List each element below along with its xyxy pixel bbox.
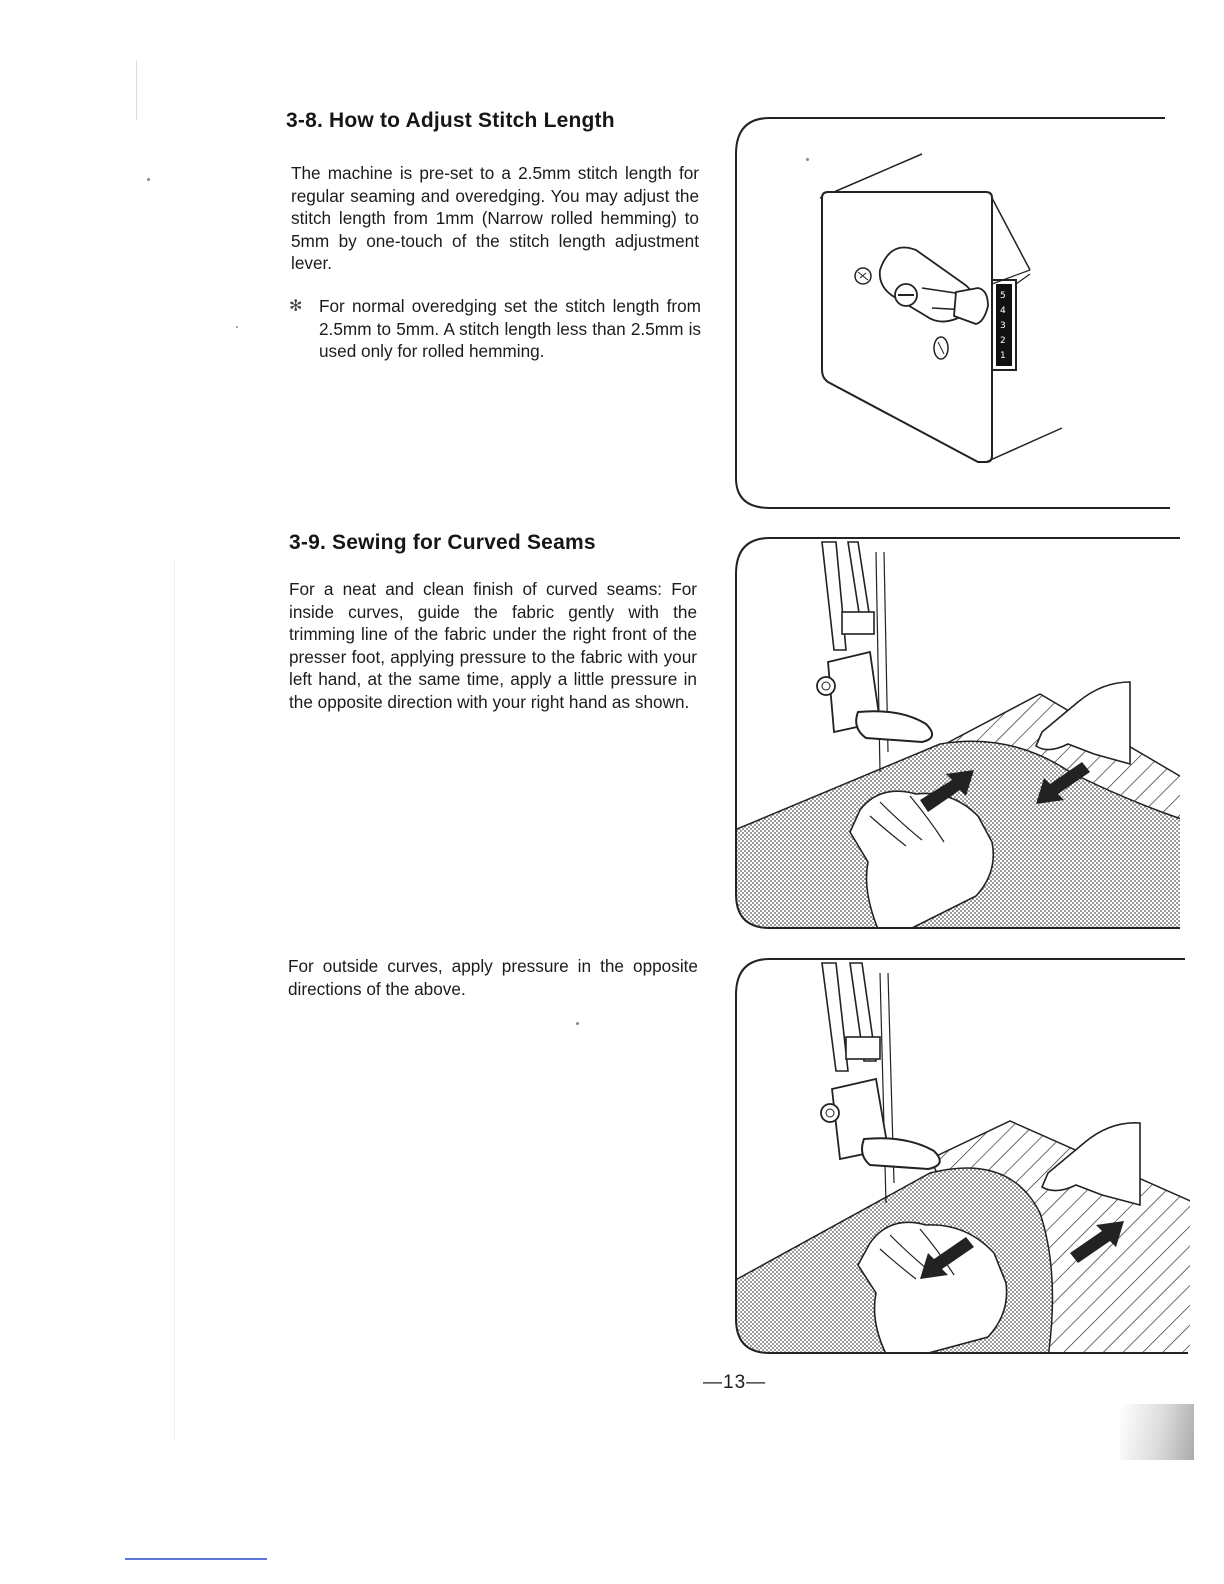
- scan-speck: [236, 326, 238, 328]
- section-3-8-note: [289, 295, 701, 363]
- scan-edge-line: [136, 60, 137, 120]
- outside-curves-figure: [730, 953, 1195, 1358]
- thumbscrew-icon: [817, 677, 835, 695]
- scan-speck: [147, 178, 150, 181]
- dial-label: 1: [1000, 351, 1006, 361]
- section-3-8-title: 3-8. How to Adjust Stitch Length: [286, 109, 615, 132]
- note-text: For normal overedging set the stitch length from 2.5mm to 5mm. A stitch length less than 2.5mm is used only for rolled hemming.: [319, 296, 701, 361]
- scan-artifact: [1120, 1404, 1194, 1460]
- dial-label: 4: [1000, 306, 1006, 316]
- scan-edge-rule: [125, 1558, 267, 1560]
- section-3-9-title: 3-9. Sewing for Curved Seams: [289, 531, 596, 554]
- outside-curves-paragraph: For outside curves, apply pressure in the opposite directions of the above.: [288, 956, 698, 999]
- section-3-8-paragraph: The machine is pre-set to a 2.5mm stitch length for regular seaming and overedging. You may adjust the stitch length from 1mm (Narrow rolled hemming) to 5mm by one-touch of the stitch length adjustment lever.: [291, 163, 699, 273]
- inside-curves-paragraph: For a neat and clean finish of curved seams: For inside curves, guide the fabric gently with the trimming line of the fabric under the right front of the presser foot, applying pressure to the fabric with your left hand, at the same time, apply a little pressure in the opposite direction with your right hand as shown.: [289, 579, 697, 712]
- thumbscrew-icon: [821, 1104, 839, 1122]
- page-number: —13—: [703, 1372, 767, 1393]
- dial-label: 5: [1000, 291, 1006, 301]
- inside-curves-figure: [730, 532, 1190, 934]
- note-asterisk-icon: ✻: [289, 298, 303, 315]
- dial-label: 2: [1000, 336, 1006, 346]
- dial-label: 3: [1000, 321, 1006, 331]
- scan-edge-line: [174, 560, 175, 1440]
- scan-speck: [576, 1022, 579, 1025]
- stitch-length-lever-figure: [730, 112, 1175, 512]
